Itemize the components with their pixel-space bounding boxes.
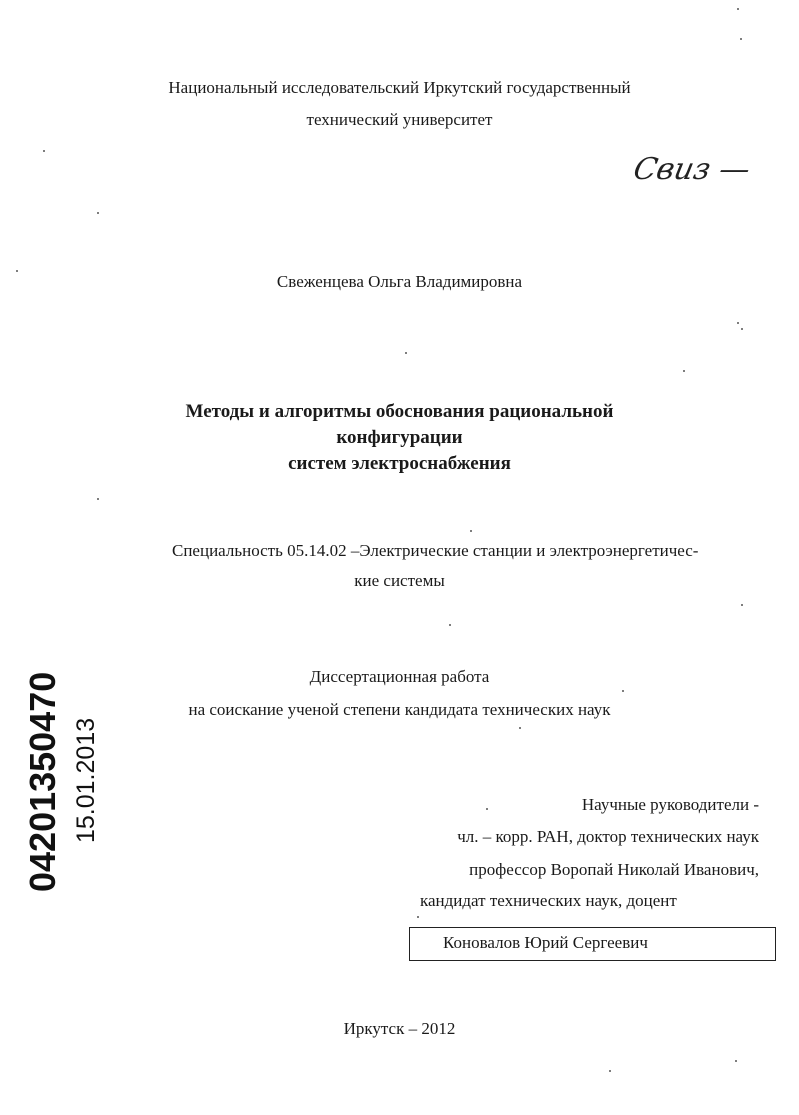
supervisor-1-degree: чл. – корр. РАН, доктор технических наук	[457, 827, 759, 846]
dissertation-title-line1: Методы и алгоритмы обоснования рациональной	[185, 401, 614, 422]
work-type-line1: Диссертационная работа	[309, 667, 490, 686]
specialty-line2: кие системы	[354, 571, 445, 590]
place-and-year: Иркутск – 2012	[343, 1019, 456, 1038]
handwritten-signature: Свиз —	[630, 152, 754, 187]
work-type-line2: на соискание ученой степени кандидата технических наук	[188, 700, 611, 719]
library-stamp-date: 15.01.2013	[72, 717, 100, 843]
dissertation-title-line3: систем электроснабжения	[288, 453, 511, 474]
supervisors-heading: Научные руководители -	[581, 795, 759, 814]
library-stamp-number: 04201350470	[22, 671, 63, 892]
specialty-line1: Специальность 05.14.02 –Электрические станции и электроэнергетичес-	[172, 541, 699, 560]
supervisor-2-name: Коновалов Юрий Сергеевич	[443, 933, 648, 952]
supervisor-1-name: профессор Воропай Николай Иванович,	[469, 860, 759, 879]
author-name: Свеженцева Ольга Владимировна	[276, 272, 523, 291]
university-name-line1: Национальный исследовательский Иркутский государственный	[168, 78, 631, 97]
dissertation-title-line2: конфигурации	[336, 427, 463, 448]
university-name-line2: технический университет	[306, 110, 493, 129]
supervisor-2-degree: кандидат технических наук, доцент	[420, 891, 677, 910]
